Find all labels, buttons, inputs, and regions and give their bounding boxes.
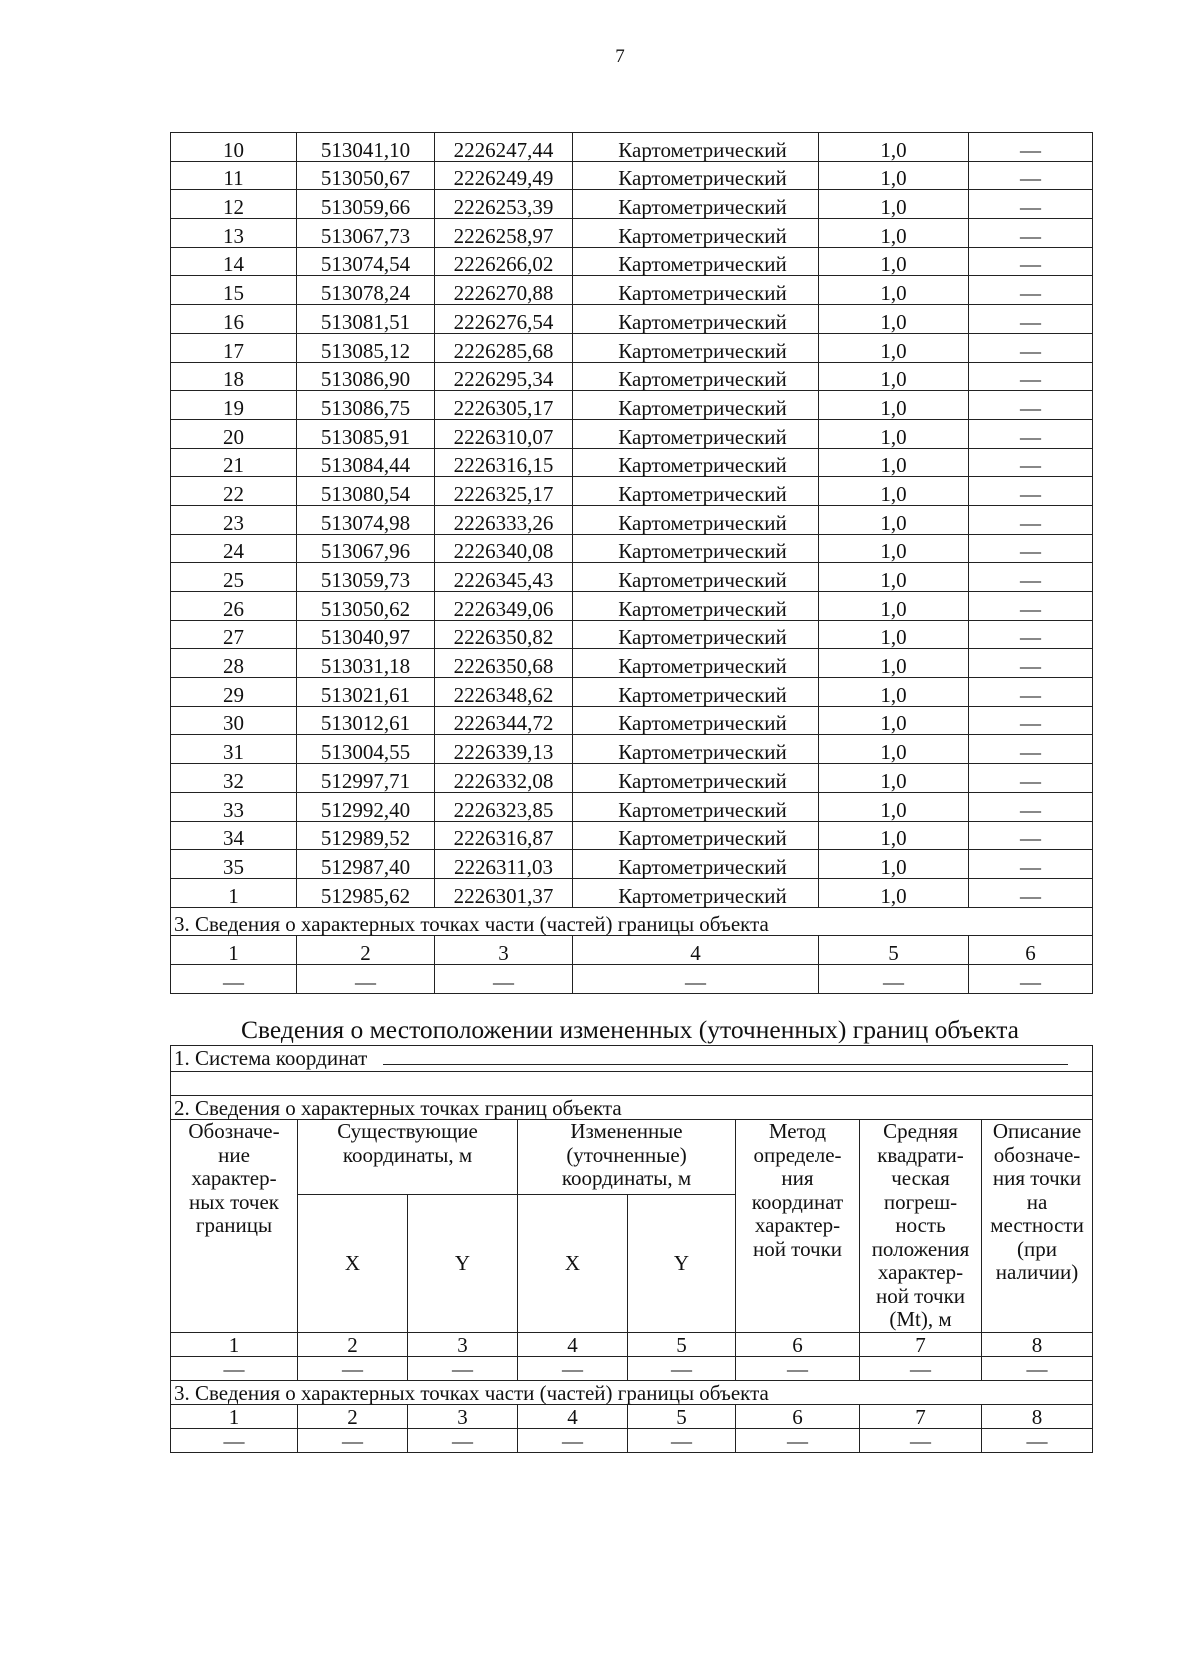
dash-cell: — [408,1428,518,1452]
coord-y-cell: 2226247,44 [435,133,573,162]
coord-x-cell: 513086,90 [297,362,435,391]
dash-row [171,1356,1093,1380]
column-number-cell: 2 [297,936,435,965]
coord-y-cell: 2226258,97 [435,219,573,248]
coord-x-cell: 513085,12 [297,333,435,362]
table-row [171,276,1093,305]
coord-x-cell: 513074,54 [297,247,435,276]
page-number: 7 [615,46,625,67]
method-cell: Картометрический [573,764,819,793]
table-row [171,620,1093,649]
point-number-cell: 33 [171,792,297,821]
coord-y-cell: 2226285,68 [435,333,573,362]
table-row [171,534,1093,563]
coord-y-cell: 2226332,08 [435,764,573,793]
coord-y-cell: 2226253,39 [435,190,573,219]
column-number-cell: 3 [435,936,573,965]
coord-y-cell: 2226350,68 [435,649,573,678]
accuracy-cell: 1,0 [819,563,969,592]
coord-x-cell: 512989,52 [297,821,435,850]
table-row [171,477,1093,506]
header-existing: Существующие координаты, м [298,1120,518,1195]
accuracy-cell: 1,0 [819,362,969,391]
coord-system-empty-row [171,1072,1093,1096]
coord-y-cell: 2226266,02 [435,247,573,276]
table-row [171,362,1093,391]
table-row [171,850,1093,879]
coord-x-cell: 513067,73 [297,219,435,248]
dash-row [171,1428,1093,1452]
accuracy-cell: 1,0 [819,850,969,879]
table-row [171,161,1093,190]
accuracy-cell: 1,0 [819,477,969,506]
method-cell: Картометрический [573,333,819,362]
point-number-cell: 15 [171,276,297,305]
coord-x-cell: 513084,44 [297,448,435,477]
column-number-cell: 8 [982,1332,1093,1356]
point-number-cell: 17 [171,333,297,362]
coord-x-cell: 513085,91 [297,419,435,448]
description-cell: — [969,477,1093,506]
coord-x-cell: 513080,54 [297,477,435,506]
coord-system-row [171,1046,1093,1072]
accuracy-cell: 1,0 [819,649,969,678]
coord-y-cell: 2226249,49 [435,161,573,190]
method-cell: Картометрический [573,505,819,534]
coord-x-cell: 513081,51 [297,305,435,334]
point-number-cell: 14 [171,247,297,276]
header-description: Описание обозначе- ния точки на местности (при наличии) [982,1120,1093,1333]
column-number-cell: 6 [969,936,1093,965]
description-cell: — [969,563,1093,592]
table-row [171,505,1093,534]
column-numbers-row [171,1404,1093,1428]
dash-cell: — [628,1356,736,1380]
table-row [171,305,1093,334]
point-number-cell: 27 [171,620,297,649]
description-cell: — [969,706,1093,735]
table-row [171,792,1093,821]
coord-y-cell: 2226323,85 [435,792,573,821]
accuracy-cell: 1,0 [819,247,969,276]
accuracy-cell: 1,0 [819,678,969,707]
header-error: Средняя квадрати- ческая погреш- ность положения характер- ной точки (Mt), м [860,1120,982,1333]
point-number-cell: 22 [171,477,297,506]
coord-x-cell: 512985,62 [297,878,435,907]
method-cell: Картометрический [573,362,819,391]
dash-cell: — [298,1428,408,1452]
column-number-cell: 5 [628,1404,736,1428]
description-cell: — [969,276,1093,305]
column-number-cell: 2 [298,1404,408,1428]
accuracy-cell: 1,0 [819,878,969,907]
boundary-points-table [170,132,1093,994]
header-method: Метод определе- ния координат характер- ной точки [736,1120,860,1333]
coord-x-cell: 513012,61 [297,706,435,735]
accuracy-cell: 1,0 [819,276,969,305]
coord-x-cell: 513041,10 [297,133,435,162]
column-number-cell: 6 [736,1404,860,1428]
coord-x-cell: 512987,40 [297,850,435,879]
point-number-cell: 19 [171,391,297,420]
table-row [171,190,1093,219]
coord-y-cell: 2226270,88 [435,276,573,305]
accuracy-cell: 1,0 [819,706,969,735]
dash-cell: — [573,964,819,993]
section-title: Сведения о местоположении измененных (уточненных) границ объекта [240,1015,1020,1044]
column-number-cell: 5 [819,936,969,965]
method-cell: Картометрический [573,850,819,879]
description-cell: — [969,305,1093,334]
section3-label: 3. Сведения о характерных точках части (частей) границы объекта [171,907,1093,936]
point-number-cell: 13 [171,219,297,248]
point-number-cell: 31 [171,735,297,764]
column-number-cell: 8 [982,1404,1093,1428]
coord-x-cell: 513021,61 [297,678,435,707]
column-numbers-row [171,936,1093,965]
coord-x-cell: 513074,98 [297,505,435,534]
column-number-cell: 6 [736,1332,860,1356]
method-cell: Картометрический [573,592,819,621]
accuracy-cell: 1,0 [819,305,969,334]
coord-system-label: 1. Система координат [174,1046,368,1070]
point-number-cell: 30 [171,706,297,735]
description-cell: — [969,133,1093,162]
coord-y-cell: 2226345,43 [435,563,573,592]
coord-x-cell: 513040,97 [297,620,435,649]
section3-label: 3. Сведения о характерных точках части (частей) границы объекта [171,1380,1093,1404]
table-row [171,649,1093,678]
column-number-cell: 2 [298,1332,408,1356]
accuracy-cell: 1,0 [819,190,969,219]
column-number-cell: 7 [860,1404,982,1428]
accuracy-cell: 1,0 [819,448,969,477]
description-cell: — [969,419,1093,448]
description-cell: — [969,448,1093,477]
dash-cell: — [860,1428,982,1452]
method-cell: Картометрический [573,706,819,735]
coord-y-cell: 2226295,34 [435,362,573,391]
table-row [171,592,1093,621]
method-cell: Картометрический [573,161,819,190]
description-cell: — [969,219,1093,248]
coord-system-blank [383,1048,1068,1065]
accuracy-cell: 1,0 [819,391,969,420]
table-row [171,448,1093,477]
coord-x-cell: 513086,75 [297,391,435,420]
accuracy-cell: 1,0 [819,333,969,362]
column-number-cell: 3 [408,1332,518,1356]
table-row [171,133,1093,162]
point-number-cell: 21 [171,448,297,477]
column-number-cell: 4 [518,1404,628,1428]
dash-cell: — [408,1356,518,1380]
method-cell: Картометрический [573,391,819,420]
coord-y-cell: 2226310,07 [435,419,573,448]
dash-cell: — [297,964,435,993]
table-row [171,391,1093,420]
column-number-cell: 1 [171,1404,298,1428]
point-number-cell: 25 [171,563,297,592]
method-cell: Картометрический [573,133,819,162]
dash-cell: — [860,1356,982,1380]
section2-label: 2. Сведения о характерных точках границ объекта [171,1096,1093,1120]
description-cell: — [969,678,1093,707]
method-cell: Картометрический [573,219,819,248]
table-row [171,247,1093,276]
header-changed: Измененные (уточненные) координаты, м [518,1120,736,1195]
coord-y-cell: 2226311,03 [435,850,573,879]
dash-cell: — [628,1428,736,1452]
method-cell: Картометрический [573,792,819,821]
method-cell: Картометрический [573,190,819,219]
method-cell: Картометрический [573,678,819,707]
point-number-cell: 32 [171,764,297,793]
coord-y-cell: 2226348,62 [435,678,573,707]
description-cell: — [969,161,1093,190]
column-number-cell: 4 [573,936,819,965]
dash-cell: — [736,1356,860,1380]
coord-x-cell: 513059,66 [297,190,435,219]
accuracy-cell: 1,0 [819,505,969,534]
accuracy-cell: 1,0 [819,133,969,162]
column-number-cell: 5 [628,1332,736,1356]
method-cell: Картометрический [573,419,819,448]
header-designation: Обозначе- ние характер- ных точек границы [171,1120,298,1333]
dash-cell: — [518,1356,628,1380]
accuracy-cell: 1,0 [819,161,969,190]
accuracy-cell: 1,0 [819,534,969,563]
point-number-cell: 28 [171,649,297,678]
point-number-cell: 20 [171,419,297,448]
description-cell: — [969,620,1093,649]
method-cell: Картометрический [573,649,819,678]
header-existing-x: X [298,1195,408,1333]
table-row [171,878,1093,907]
coord-y-cell: 2226301,37 [435,878,573,907]
table-row [171,821,1093,850]
coord-y-cell: 2226316,87 [435,821,573,850]
table-row [171,219,1093,248]
accuracy-cell: 1,0 [819,592,969,621]
accuracy-cell: 1,0 [819,792,969,821]
method-cell: Картометрический [573,247,819,276]
description-cell: — [969,362,1093,391]
accuracy-cell: 1,0 [819,419,969,448]
coord-x-cell: 513031,18 [297,649,435,678]
point-number-cell: 26 [171,592,297,621]
method-cell: Картометрический [573,620,819,649]
coord-x-cell: 513059,73 [297,563,435,592]
dash-cell: — [518,1428,628,1452]
coord-y-cell: 2226325,17 [435,477,573,506]
coord-y-cell: 2226316,15 [435,448,573,477]
description-cell: — [969,792,1093,821]
changed-boundaries-table [170,1045,1093,1453]
dash-cell: — [736,1428,860,1452]
coord-x-cell: 513004,55 [297,735,435,764]
table-row [171,333,1093,362]
point-number-cell: 16 [171,305,297,334]
accuracy-cell: 1,0 [819,821,969,850]
description-cell: — [969,649,1093,678]
description-cell: — [969,190,1093,219]
coord-y-cell: 2226344,72 [435,706,573,735]
table-row [171,735,1093,764]
method-cell: Картометрический [573,448,819,477]
header-changed-x: X [518,1195,628,1333]
point-number-cell: 24 [171,534,297,563]
description-cell: — [969,850,1093,879]
table-row [171,563,1093,592]
point-number-cell: 29 [171,678,297,707]
description-cell: — [969,735,1093,764]
method-cell: Картометрический [573,534,819,563]
accuracy-cell: 1,0 [819,735,969,764]
column-number-cell: 7 [860,1332,982,1356]
accuracy-cell: 1,0 [819,620,969,649]
point-number-cell: 10 [171,133,297,162]
section3-row [171,907,1093,936]
point-number-cell: 34 [171,821,297,850]
coord-x-cell: 512992,40 [297,792,435,821]
dash-cell: — [969,964,1093,993]
method-cell: Картометрический [573,305,819,334]
header-existing-y: Y [408,1195,518,1333]
coord-x-cell: 513078,24 [297,276,435,305]
point-number-cell: 18 [171,362,297,391]
description-cell: — [969,592,1093,621]
description-cell: — [969,391,1093,420]
dash-cell: — [435,964,573,993]
table-row [171,678,1093,707]
coord-y-cell: 2226340,08 [435,534,573,563]
coord-y-cell: 2226333,26 [435,505,573,534]
description-cell: — [969,247,1093,276]
dash-cell: — [298,1356,408,1380]
table-row [171,764,1093,793]
table-row [171,706,1093,735]
description-cell: — [969,821,1093,850]
dash-cell: — [982,1356,1093,1380]
coord-y-cell: 2226305,17 [435,391,573,420]
column-number-cell: 1 [171,936,297,965]
coord-x-cell: 513050,62 [297,592,435,621]
dash-row [171,964,1093,993]
dash-cell: — [171,1356,298,1380]
coord-x-cell: 512997,71 [297,764,435,793]
description-cell: — [969,505,1093,534]
coord-x-cell: 513050,67 [297,161,435,190]
coord-y-cell: 2226339,13 [435,735,573,764]
column-number-cell: 4 [518,1332,628,1356]
dash-cell: — [171,964,297,993]
point-number-cell: 23 [171,505,297,534]
method-cell: Картометрический [573,276,819,305]
method-cell: Картометрический [573,735,819,764]
method-cell: Картометрический [573,563,819,592]
coord-x-cell: 513067,96 [297,534,435,563]
accuracy-cell: 1,0 [819,764,969,793]
method-cell: Картометрический [573,477,819,506]
column-numbers-row [171,1332,1093,1356]
accuracy-cell: 1,0 [819,219,969,248]
description-cell: — [969,878,1093,907]
point-number-cell: 1 [171,878,297,907]
description-cell: — [969,534,1093,563]
table-row [171,419,1093,448]
method-cell: Картометрический [573,878,819,907]
column-number-cell: 1 [171,1332,298,1356]
description-cell: — [969,764,1093,793]
dash-cell: — [171,1428,298,1452]
point-number-cell: 11 [171,161,297,190]
coord-y-cell: 2226349,06 [435,592,573,621]
header-changed-y: Y [628,1195,736,1333]
dash-cell: — [982,1428,1093,1452]
coord-y-cell: 2226276,54 [435,305,573,334]
point-number-cell: 12 [171,190,297,219]
dash-cell: — [819,964,969,993]
coord-y-cell: 2226350,82 [435,620,573,649]
method-cell: Картометрический [573,821,819,850]
point-number-cell: 35 [171,850,297,879]
description-cell: — [969,333,1093,362]
column-number-cell: 3 [408,1404,518,1428]
